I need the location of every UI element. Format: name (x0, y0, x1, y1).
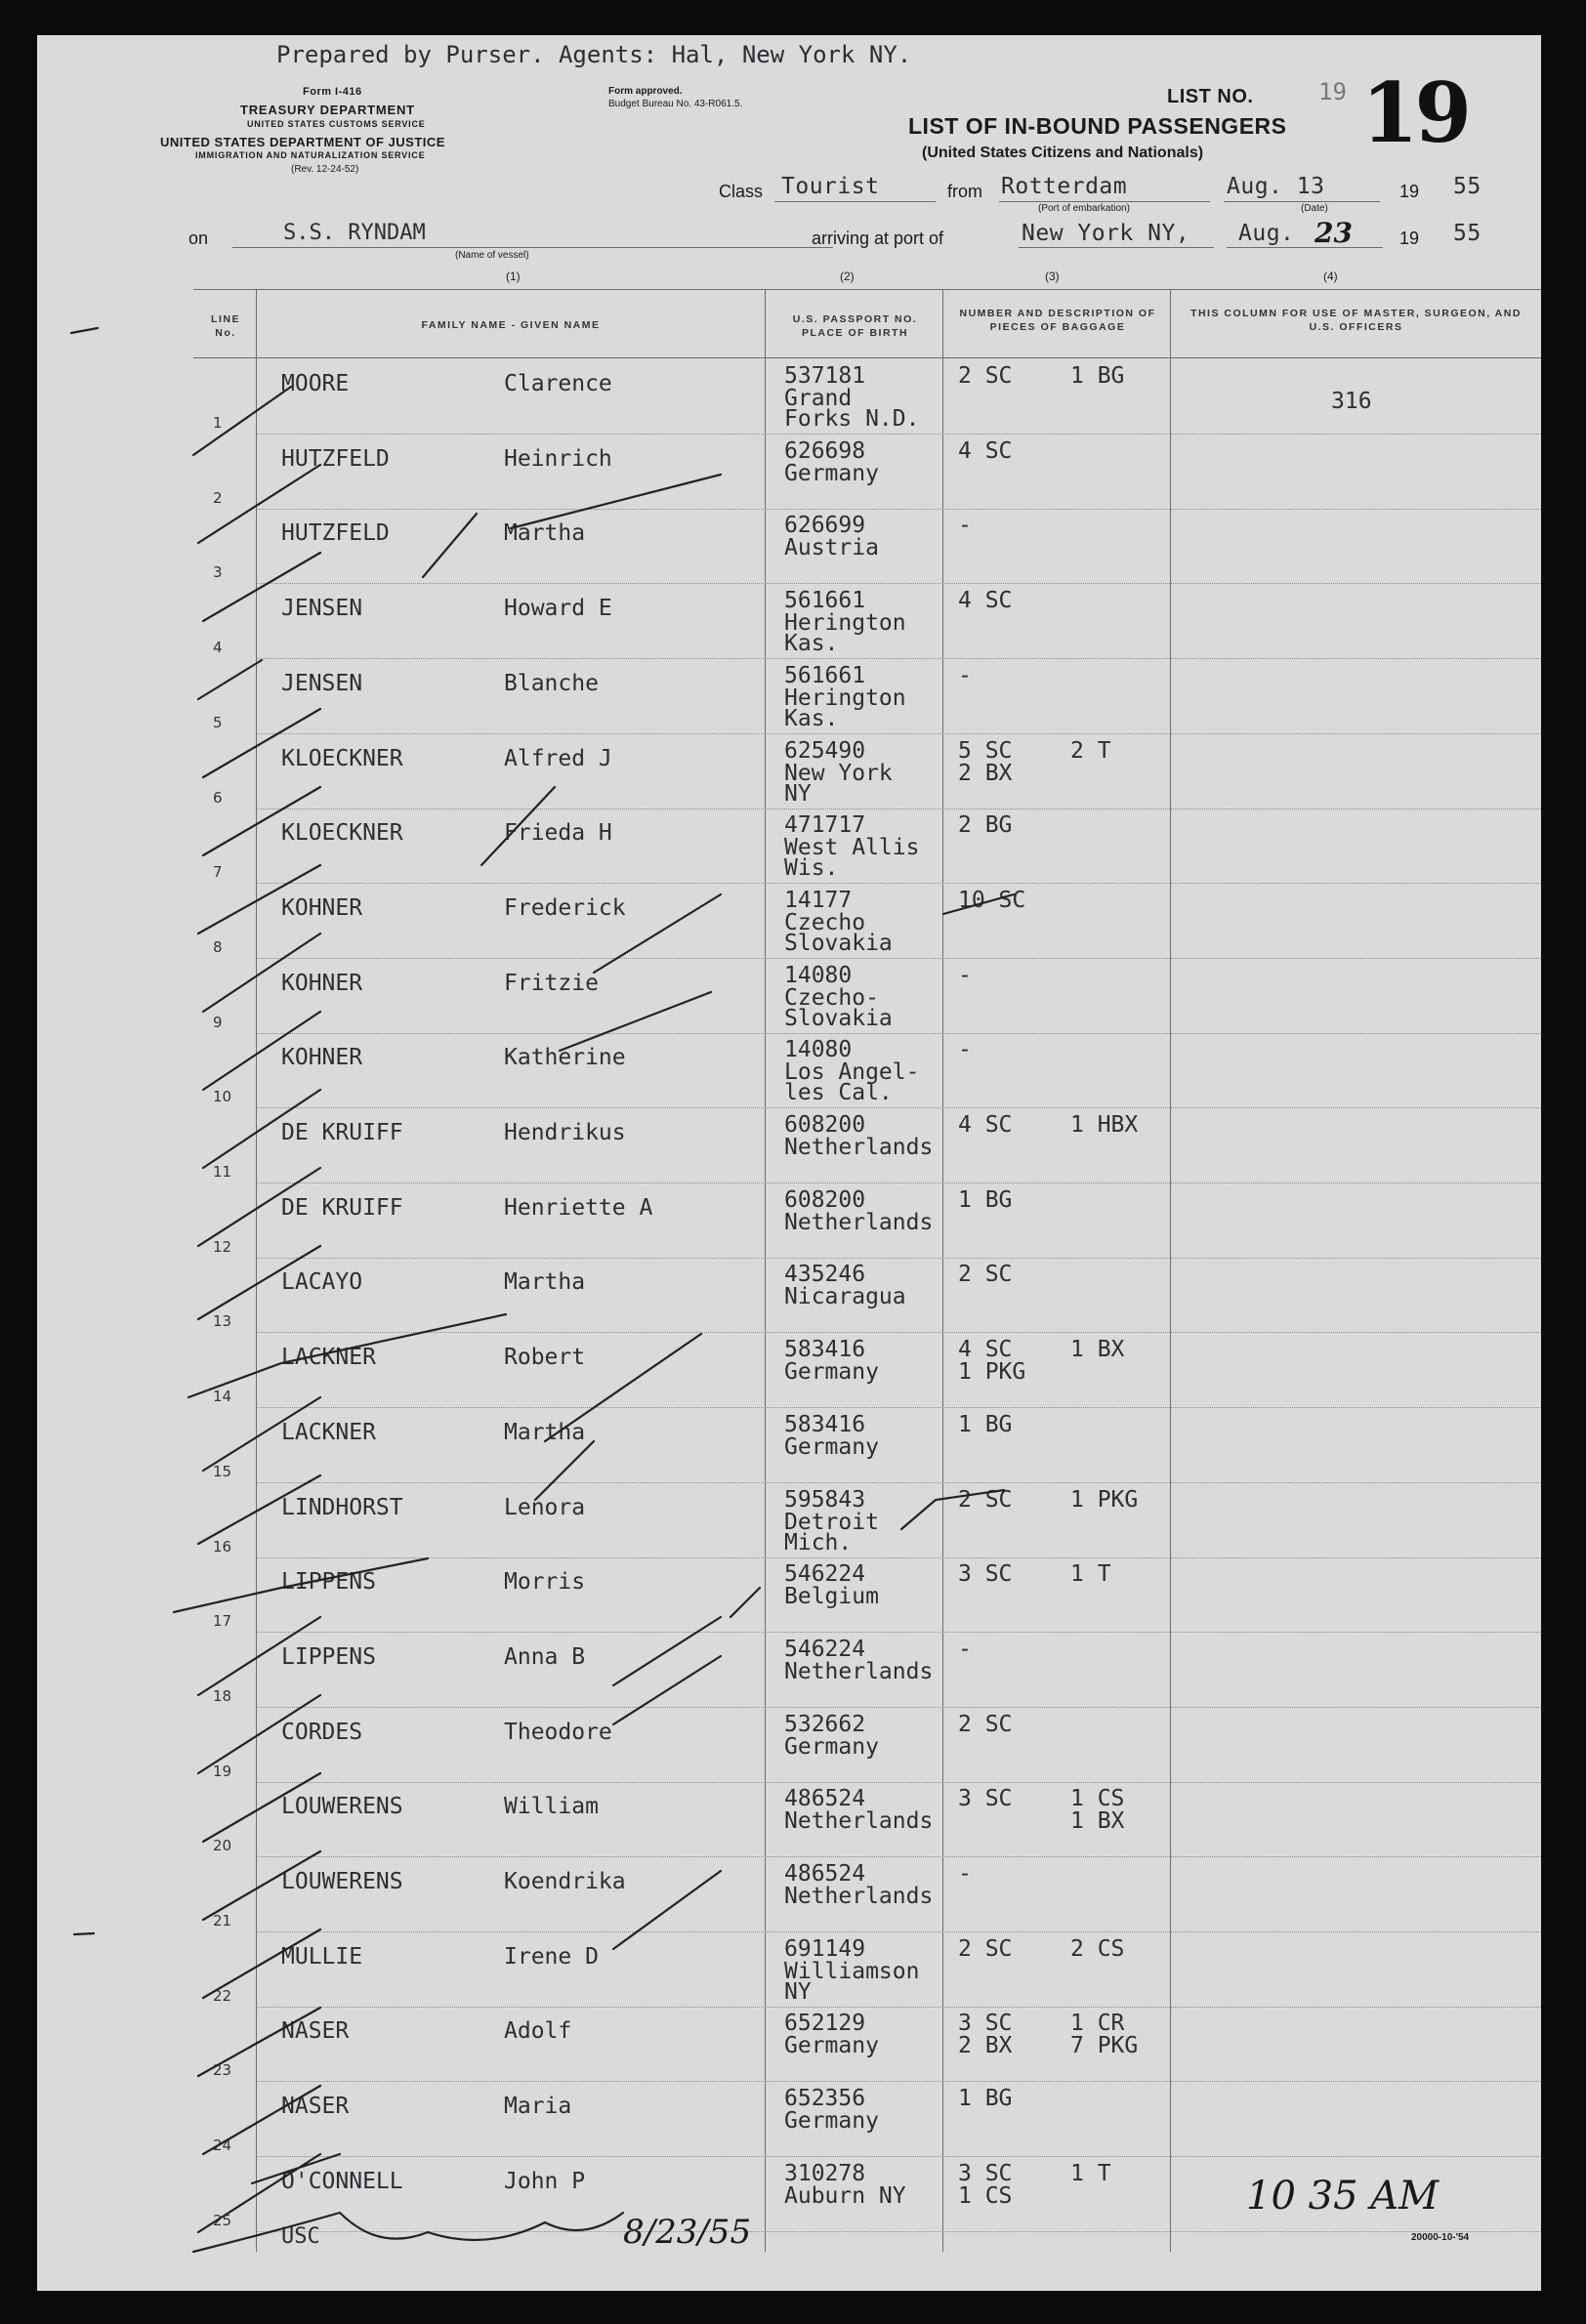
birthplace-line1: Los Angel- (784, 1059, 920, 1085)
col-header-officers: THIS COLUMN FOR USE OF MASTER, SURGEON, AND U.S. OFFICERS (1190, 308, 1522, 333)
family-name: LOUWERENS (281, 1794, 403, 1819)
passport-number: 532662 (784, 1712, 866, 1737)
given-name: John P (504, 2169, 586, 2194)
prepared-by: Prepared by Purser. Agents: Hal, New York NY. (276, 41, 912, 68)
given-name: Heinrich (504, 446, 612, 472)
line-number: 18 (213, 1687, 232, 1705)
passenger-row (37, 510, 1541, 585)
baggage-line3: 1 BX (1070, 1337, 1125, 1362)
given-name: Hendrikus (504, 1120, 626, 1145)
given-name: Martha (504, 1420, 586, 1445)
passenger-row (37, 1558, 1541, 1634)
family-name: NASER (281, 2094, 350, 2119)
passenger-row (37, 1259, 1541, 1334)
birthplace-line1: Austria (784, 535, 879, 560)
birthplace-line1: Germany (784, 2108, 879, 2134)
given-name: Frederick (504, 895, 626, 921)
birthplace-line1: Germany (784, 461, 879, 486)
col-header-line-no: LINE No. (211, 313, 240, 339)
given-name: Katherine (504, 1045, 626, 1070)
baggage-line2: 1 CS (958, 2183, 1013, 2209)
birthplace-line2: NY (784, 1979, 812, 2005)
passenger-row (37, 1409, 1541, 1484)
birthplace-line1: Germany (784, 2033, 879, 2058)
baggage-line1: - (958, 1037, 972, 1062)
birthplace-line1: Herington (784, 685, 906, 711)
line-number: 20 (213, 1837, 232, 1854)
customs-service: UNITED STATES CUSTOMS SERVICE (247, 119, 426, 129)
baggage-line3: 2 CS (1070, 1936, 1125, 1962)
passenger-row (37, 1783, 1541, 1858)
birthplace-line1: Williamson (784, 1959, 920, 1984)
family-name: MOORE (281, 371, 350, 396)
baggage-line1: 2 SC (958, 1712, 1013, 1737)
line-number: 13 (213, 1312, 232, 1330)
passport-number: 691149 (784, 1936, 866, 1962)
given-name: Howard E (504, 596, 612, 621)
given-name: Fritzie (504, 971, 599, 996)
baggage-line1: - (958, 1861, 972, 1887)
birthplace-line2: Slovakia (784, 1006, 893, 1031)
on-label: on (188, 228, 209, 248)
passport-number: 608200 (784, 1187, 866, 1213)
family-name: KOHNER (281, 1045, 363, 1070)
passport-number: 625490 (784, 738, 866, 764)
family-name: MULLIE (281, 1944, 363, 1970)
passport-number: 486524 (784, 1786, 866, 1811)
passport-number: 626699 (784, 513, 866, 538)
passport-number: 435246 (784, 1262, 866, 1287)
birthplace-line2: Forks N.D. (784, 406, 920, 432)
col-header-baggage: NUMBER AND DESCRIPTION OF PIECES OF BAGGAGE (959, 308, 1156, 333)
family-name: KOHNER (281, 971, 363, 996)
line-number: 9 (213, 1014, 223, 1031)
passenger-row (37, 960, 1541, 1035)
baggage-line3: 1 HBX (1070, 1112, 1139, 1138)
family-name: LOUWERENS (281, 1869, 403, 1894)
birthplace-line1: Netherlands (784, 1659, 934, 1684)
passport-number: 537181 (784, 363, 866, 389)
birthplace-line1: Auburn NY (784, 2183, 906, 2209)
family-name: KOHNER (281, 895, 363, 921)
passenger-row (37, 1184, 1541, 1260)
family-name: HUTZFELD (281, 520, 390, 546)
given-name: Martha (504, 520, 586, 546)
line-number: 11 (213, 1163, 232, 1181)
passenger-row (37, 1034, 1541, 1109)
passport-number: 561661 (784, 663, 866, 688)
baggage-line1: 10 SC (958, 888, 1026, 913)
baggage-line1: 4 SC (958, 438, 1013, 464)
line-number: 2 (213, 489, 223, 507)
baggage-line1: 3 SC (958, 2011, 1013, 2036)
date-caption: (Date) (1301, 203, 1328, 214)
birthplace-line1: Netherlands (784, 1210, 934, 1235)
passport-number: 561661 (784, 588, 866, 613)
line-number: 12 (213, 1238, 232, 1256)
passport-number: 546224 (784, 1561, 866, 1587)
col-num-3: (3) (1045, 270, 1060, 283)
col-num-4: (4) (1323, 270, 1338, 283)
class-value: Tourist (781, 174, 880, 199)
justice-dept: UNITED STATES DEPARTMENT OF JUSTICE (160, 135, 445, 149)
birthplace-line2: Kas. (784, 631, 839, 656)
passenger-row (37, 1933, 1541, 2009)
treasury-dept: TREASURY DEPARTMENT (240, 103, 415, 117)
baggage-line3: 1 PKG (1070, 1487, 1139, 1513)
family-name: DE KRUIFF (281, 1195, 403, 1221)
family-name: LIPPENS (281, 1569, 376, 1595)
line-number: 24 (213, 2137, 232, 2154)
from-year: 55 (1453, 174, 1482, 199)
print-code: 20000-10-'54 (1411, 2232, 1470, 2243)
baggage-line1: 2 BG (958, 812, 1013, 838)
col-num-2: (2) (840, 270, 855, 283)
baggage-line2: 2 BX (958, 761, 1013, 786)
col-num-1: (1) (506, 270, 521, 283)
baggage-line2: 2 BX (958, 2033, 1013, 2058)
passport-number: 652129 (784, 2011, 866, 2036)
form-approved: Form approved. (608, 86, 683, 97)
given-name: Anna B (504, 1644, 586, 1670)
birthplace-line2: Kas. (784, 706, 839, 731)
manifest-page (37, 35, 1541, 2291)
family-name: KLOECKNER (281, 746, 403, 771)
birthplace-line1: Nicaragua (784, 1284, 906, 1309)
officer-note: 316 (1331, 389, 1372, 414)
from-port: Rotterdam (1001, 174, 1128, 199)
passenger-row (37, 885, 1541, 960)
arriving-year-prefix: 19 (1399, 228, 1420, 248)
family-name: CORDES (281, 1720, 363, 1745)
col-header-name: FAMILY NAME - GIVEN NAME (421, 319, 601, 331)
birthplace-line1: Herington (784, 610, 906, 636)
baggage-line4: 7 PKG (1070, 2033, 1139, 2058)
family-name: LACKNER (281, 1345, 376, 1370)
baggage-line2: 1 PKG (958, 1359, 1026, 1385)
baggage-line1: 4 SC (958, 1337, 1013, 1362)
given-name: Adolf (504, 2018, 572, 2044)
line-number: 19 (213, 1763, 232, 1780)
budget-bureau: Budget Bureau No. 43-R061.5. (608, 99, 743, 109)
line-number: 14 (213, 1388, 232, 1405)
passport-number: 14080 (784, 963, 853, 988)
given-name: Blanche (504, 671, 599, 696)
baggage-line1: 2 SC (958, 1936, 1013, 1962)
passport-number: 583416 (784, 1337, 866, 1362)
port-embark-caption: (Port of embarkation) (1038, 203, 1130, 214)
family-name: HUTZFELD (281, 446, 390, 472)
vessel-name: S.S. RYNDAM (283, 221, 426, 245)
col-header-passport: U.S. PASSPORT NO. PLACE OF BIRTH (792, 313, 918, 339)
passport-number: 546224 (784, 1637, 866, 1662)
passport-number: 14177 (784, 888, 853, 913)
given-name: Maria (504, 2094, 572, 2119)
birthplace-line1: Germany (784, 1434, 879, 1460)
passport-number: 471717 (784, 812, 866, 838)
baggage-line3: 1 CR (1070, 2011, 1125, 2036)
birthplace-line1: New York (784, 761, 893, 786)
baggage-line1: 4 SC (958, 588, 1013, 613)
family-name: JENSEN (281, 596, 363, 621)
line-number: 7 (213, 863, 223, 881)
family-name: DE KRUIFF (281, 1120, 403, 1145)
given-name: Irene D (504, 1944, 599, 1970)
arriving-year: 55 (1453, 221, 1482, 246)
baggage-line1: 1 BG (958, 2086, 1013, 2111)
family-name: O'CONNELL (281, 2169, 403, 2194)
given-name: Frieda H (504, 820, 612, 846)
given-name: Lenora (504, 1495, 586, 1520)
page-subtitle: (United States Citizens and Nationals) (922, 145, 1204, 161)
birthplace-line2: NY (784, 781, 812, 807)
passenger-row (37, 1634, 1541, 1709)
passenger-row (37, 1109, 1541, 1184)
form-revision: (Rev. 12-24-52) (291, 164, 359, 175)
passenger-row (37, 1709, 1541, 1784)
page-title: LIST OF IN-BOUND PASSENGERS (908, 113, 1287, 139)
family-name: JENSEN (281, 671, 363, 696)
line-number: 1 (213, 414, 223, 432)
baggage-line1: 3 SC (958, 1561, 1013, 1587)
given-name: Clarence (504, 371, 612, 396)
line-number: 10 (213, 1088, 232, 1105)
birthplace-line1: Grand (784, 386, 853, 411)
from-year-prefix: 19 (1399, 182, 1420, 201)
line-number: 17 (213, 1612, 232, 1630)
given-name: Morris (504, 1569, 586, 1595)
baggage-line1: - (958, 963, 972, 988)
birthplace-line2: Mich. (784, 1530, 853, 1556)
given-name: Koendrika (504, 1869, 626, 1894)
passport-number: 310278 (784, 2161, 866, 2186)
line-number: 4 (213, 639, 223, 656)
birthplace-line1: Detroit (784, 1510, 879, 1535)
line-number: 23 (213, 2061, 232, 2079)
arriving-day: 23 (1315, 217, 1353, 249)
passport-number: 486524 (784, 1861, 866, 1887)
passport-number: 595843 (784, 1487, 866, 1513)
birthplace-line2: Wis. (784, 855, 839, 881)
list-no-stamp: 19 (1361, 64, 1468, 161)
immigration-service: IMMIGRATION AND NATURALIZATION SERVICE (195, 150, 426, 160)
baggage-line1: 1 BG (958, 1412, 1013, 1437)
footer-uscs: USC (281, 2224, 320, 2249)
family-name: LINDHORST (281, 1495, 403, 1520)
baggage-line3: 2 T (1070, 738, 1111, 764)
passport-number: 626698 (784, 438, 866, 464)
baggage-line1: 2 SC (958, 1487, 1013, 1513)
line-number: 16 (213, 1538, 232, 1556)
list-no-label: LIST NO. (1167, 86, 1254, 107)
given-name: Theodore (504, 1720, 612, 1745)
family-name: NASER (281, 2018, 350, 2044)
baggage-line1: 1 BG (958, 1187, 1013, 1213)
line-number: 22 (213, 1987, 232, 2005)
line-number: 3 (213, 563, 223, 581)
passenger-row (37, 735, 1541, 810)
arrival-time: 10 35 AM (1246, 2174, 1440, 2219)
birthplace-line1: Czecho (784, 910, 866, 935)
passenger-row (37, 2008, 1541, 2083)
passenger-row (37, 585, 1541, 660)
baggage-line3: 1 BG (1070, 363, 1125, 389)
passenger-row (37, 2083, 1541, 2158)
baggage-line1: 5 SC (958, 738, 1013, 764)
family-name: LACKNER (281, 1420, 376, 1445)
vessel-caption: (Name of vessel) (455, 250, 529, 261)
from-date: Aug. 13 (1227, 174, 1325, 199)
birthplace-line1: Germany (784, 1359, 879, 1385)
line-number: 8 (213, 938, 223, 956)
given-name: William (504, 1794, 599, 1819)
birthplace-line1: Czecho- (784, 985, 879, 1011)
baggage-line1: - (958, 1637, 972, 1662)
passport-number: 14080 (784, 1037, 853, 1062)
passenger-row (37, 1858, 1541, 1933)
passport-number: 608200 (784, 1112, 866, 1138)
passport-number: 652356 (784, 2086, 866, 2111)
line-number: 5 (213, 714, 223, 731)
passenger-row (37, 436, 1541, 511)
class-label: Class (719, 182, 764, 201)
baggage-line4: 1 BX (1070, 1808, 1125, 1834)
arriving-port: New York NY, (1022, 221, 1190, 246)
baggage-line1: - (958, 663, 972, 688)
baggage-line3: 1 T (1070, 1561, 1111, 1587)
birthplace-line1: Germany (784, 1734, 879, 1760)
passenger-row (37, 1484, 1541, 1559)
baggage-line1: - (958, 513, 972, 538)
birthplace-line1: West Allis (784, 835, 920, 860)
family-name: LIPPENS (281, 1644, 376, 1670)
passenger-row (37, 360, 1541, 436)
list-no-typed: 19 (1318, 78, 1347, 105)
arriving-label: arriving at port of (812, 228, 944, 248)
inspector-signature-date: 8/23/55 (623, 2213, 752, 2252)
birthplace-line2: Slovakia (784, 931, 893, 956)
given-name: Henriette A (504, 1195, 653, 1221)
baggage-line1: 2 SC (958, 363, 1013, 389)
arriving-date: Aug. (1238, 221, 1295, 246)
family-name: KLOECKNER (281, 820, 403, 846)
given-name: Robert (504, 1345, 586, 1370)
line-number: 6 (213, 789, 223, 807)
passenger-row (37, 809, 1541, 885)
family-name: LACAYO (281, 1269, 363, 1295)
birthplace-line1: Netherlands (784, 1808, 934, 1834)
line-number: 15 (213, 1463, 232, 1480)
line-number: 25 (213, 2212, 232, 2229)
baggage-line1: 3 SC (958, 2161, 1013, 2186)
birthplace-line1: Netherlands (784, 1135, 934, 1160)
baggage-line3: 1 CS (1070, 1786, 1125, 1811)
baggage-line1: 4 SC (958, 1112, 1013, 1138)
passenger-row (37, 1334, 1541, 1409)
line-number: 21 (213, 1912, 232, 1930)
from-label: from (947, 182, 982, 201)
given-name: Martha (504, 1269, 586, 1295)
birthplace-line1: Belgium (784, 1584, 879, 1609)
birthplace-line2: les Cal. (784, 1080, 893, 1105)
form-number: Form I-416 (303, 86, 362, 98)
passport-number: 583416 (784, 1412, 866, 1437)
baggage-line1: 2 SC (958, 1262, 1013, 1287)
birthplace-line1: Netherlands (784, 1884, 934, 1909)
passenger-row (37, 660, 1541, 735)
given-name: Alfred J (504, 746, 612, 771)
baggage-line1: 3 SC (958, 1786, 1013, 1811)
baggage-line3: 1 T (1070, 2161, 1111, 2186)
